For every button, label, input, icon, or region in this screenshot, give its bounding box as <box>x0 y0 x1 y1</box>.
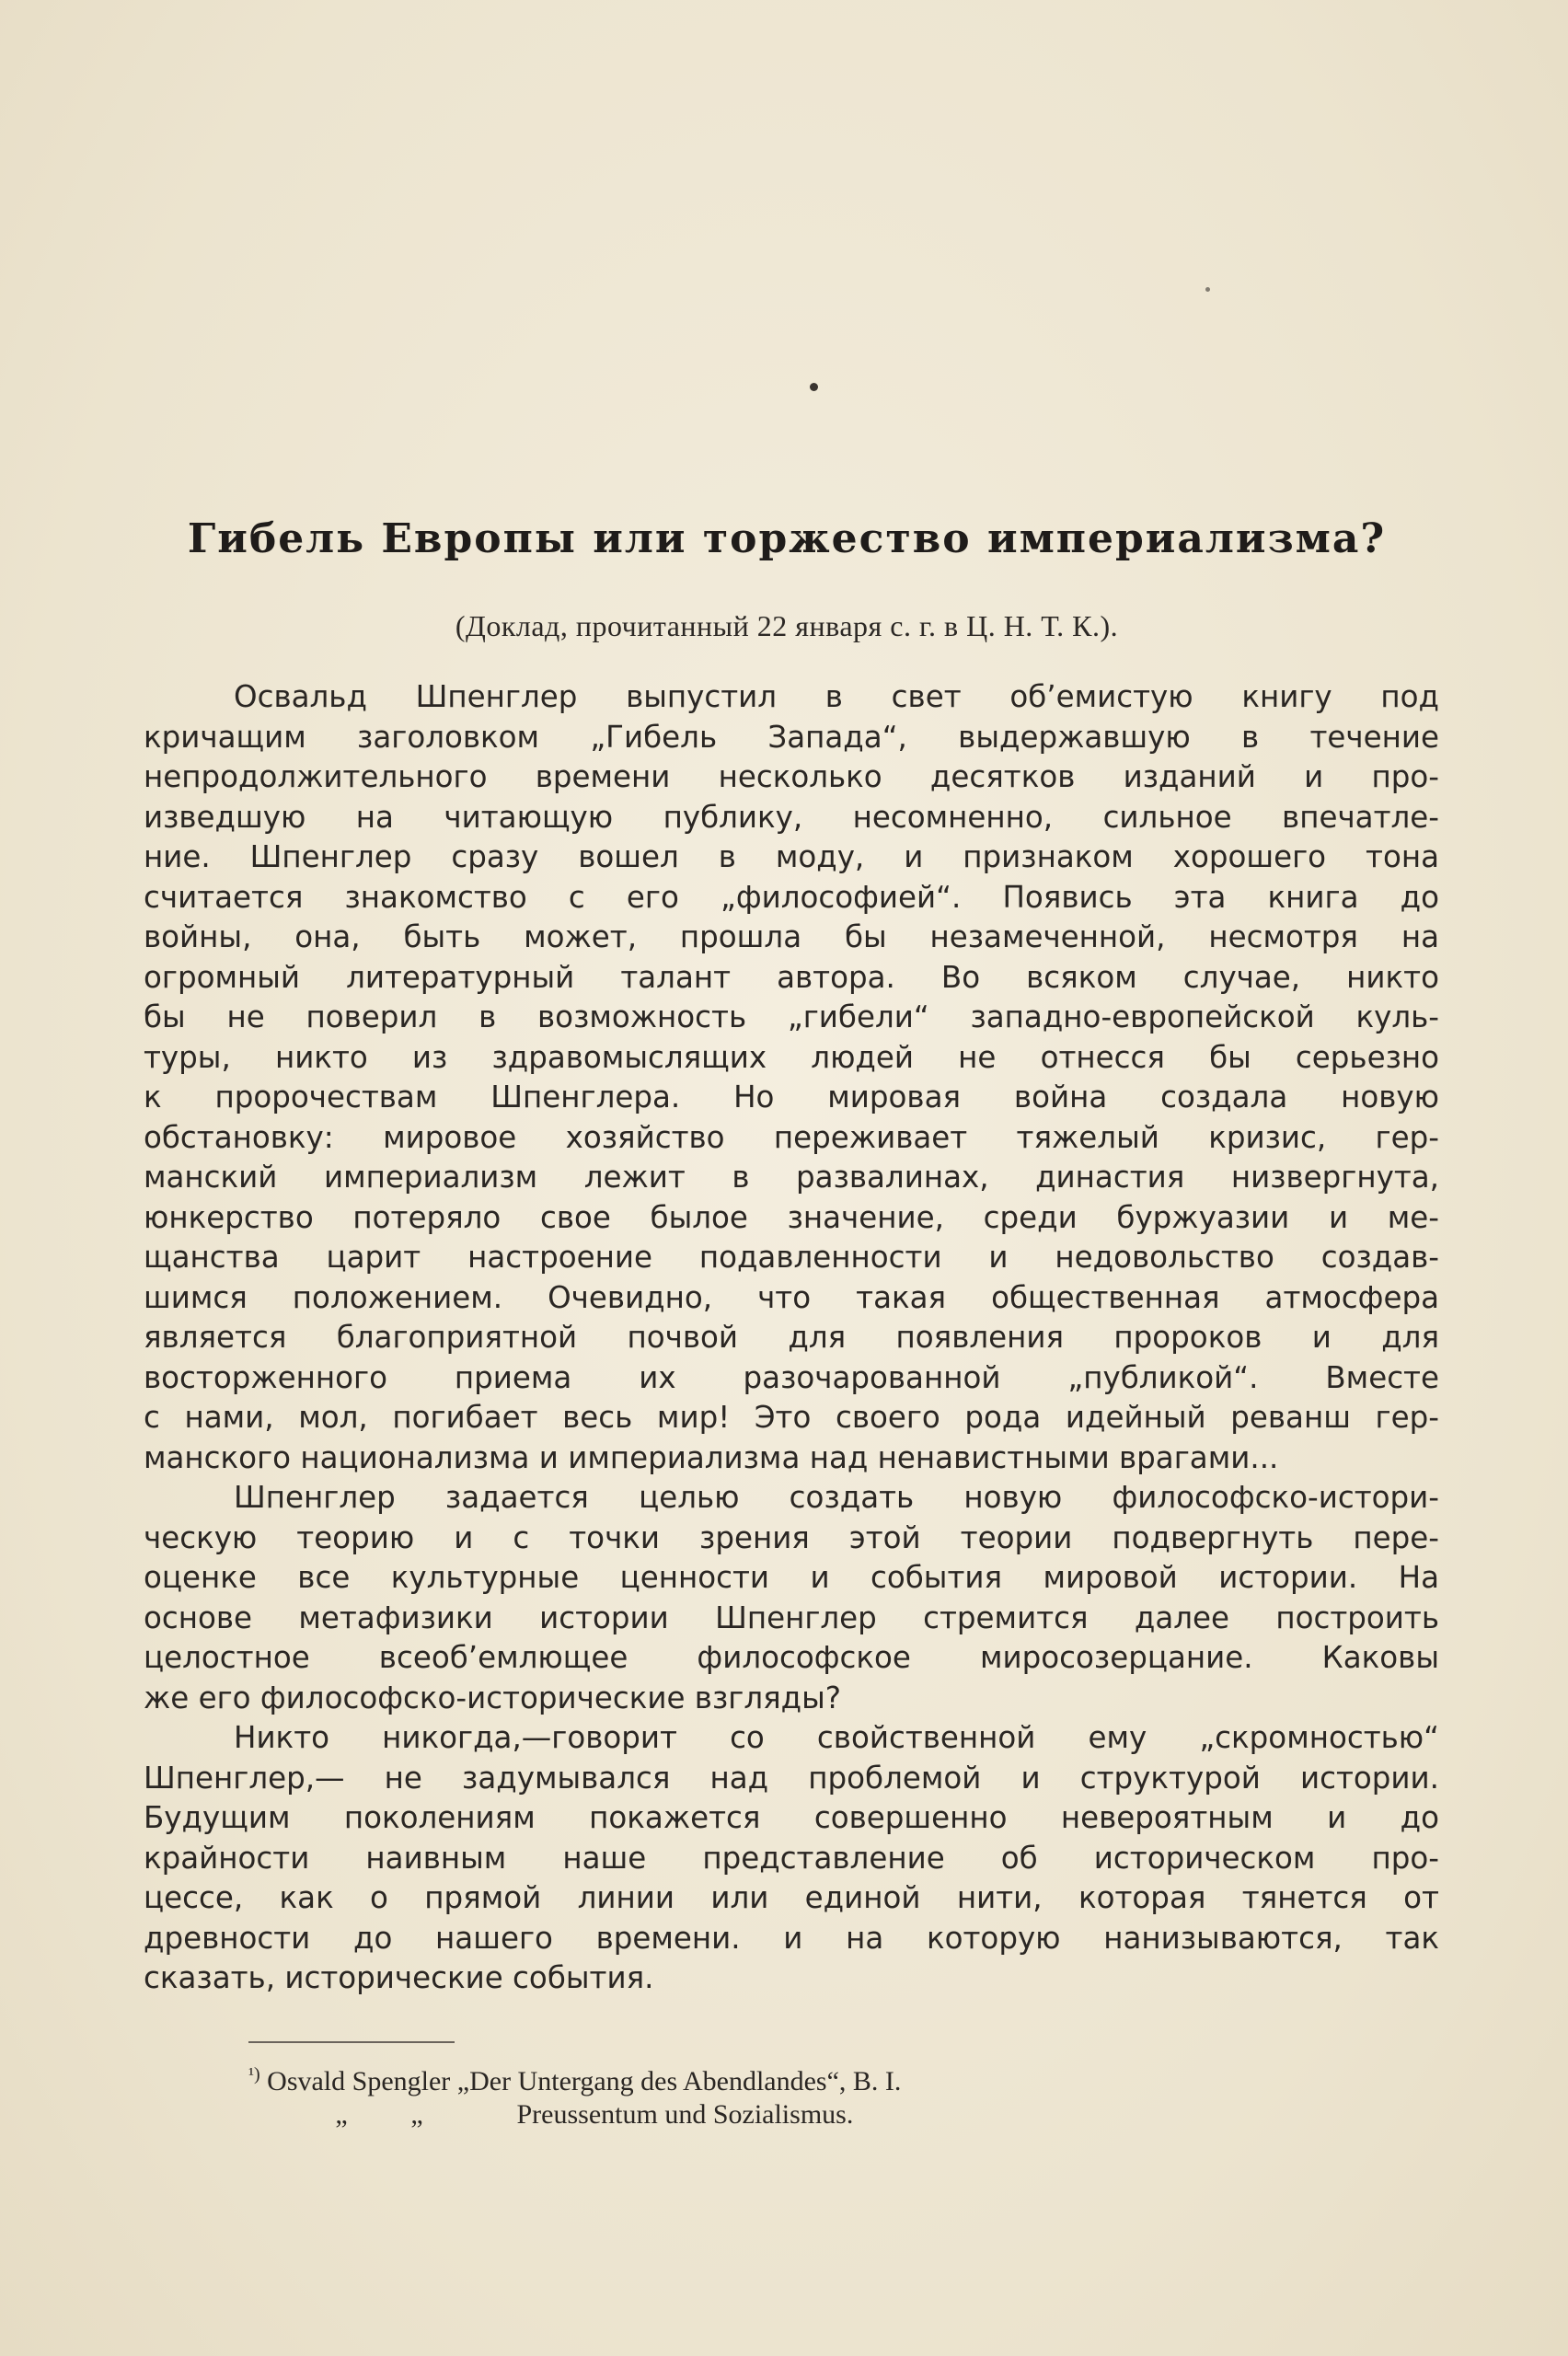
footnote-text: Osvald Spengler „Der Untergang des Abendlandes“, B. I. <box>267 2066 902 2096</box>
text-line: оценке все культурные ценности и события мировой истории. На <box>144 1560 1439 1595</box>
text-line: основе метафизики истории Шпенглер стремится далее построить <box>144 1600 1439 1635</box>
text-line: Шпенглер задается целью создать новую философско-истори- <box>234 1480 1439 1515</box>
text-line: Будущим поколениям покажется совершенно невероятным и до <box>144 1800 1439 1835</box>
text-line: к пророчествам Шпенглера. Но мировая война создала новую <box>144 1080 1439 1114</box>
article-subtitle: (Доклад, прочитанный 22 января с. г. в Ц. Н. Т. К.). <box>455 609 1119 642</box>
paragraph <box>144 677 1439 1478</box>
ink-speck <box>810 383 818 391</box>
text-line: сказать, исторические события. <box>144 1960 654 1995</box>
text-line: древности до нашего времени. и на которую нанизываются, так <box>144 1920 1439 1956</box>
text-line: кричащим заголовком „Гибель Запада“, выдержавшую в течение <box>144 719 1439 755</box>
ditto-mark: „ <box>410 2099 423 2130</box>
text-line: щанства царит настроение подавленности и недовольство создав- <box>144 1240 1439 1275</box>
footnote-marker: ¹) <box>248 2064 260 2085</box>
footnote-separator <box>248 2041 455 2043</box>
footnote-1 <box>248 2054 1261 2095</box>
text-line: огромный литературный талант автора. Во всяком случае, никто <box>144 959 1439 995</box>
text-line: цессе, как о прямой линии или единой нити, которая тянется от <box>144 1880 1439 1915</box>
text-line: считается знакомство с его „философией“. Появись эта книга до <box>144 879 1439 915</box>
text-line: крайности наивным наше представление об историческом про- <box>144 1840 1439 1876</box>
paragraph <box>144 1718 1439 1999</box>
text-line: обстановку: мировое хозяйство переживает тяжелый кризис, гер- <box>144 1119 1439 1155</box>
text-line: с нами, мол, погибает весь мир! Это своего рода идейный реванш гер- <box>144 1400 1439 1435</box>
text-line: непродолжительного времени несколько десятков изданий и про- <box>144 759 1439 794</box>
text-line: шимся положением. Очевидно, что такая общественная атмосфера <box>144 1279 1439 1315</box>
text-line: восторженного приема их разочарованной „публикой“. Вместе <box>144 1359 1439 1395</box>
ditto-mark: „ <box>335 2099 348 2130</box>
text-line: является благоприятной почвой для появления пророков и для <box>144 1320 1439 1355</box>
text-line: ческую теорию и с точки зрения этой теории подвергнуть пере- <box>144 1519 1439 1555</box>
text-line: изведшую на читающую публику, несомненно, сильное впечатле- <box>144 799 1439 835</box>
text-line: Никто никогда,—говорит со свойственной ему „скромностью“ <box>234 1720 1439 1755</box>
footnotes <box>248 2054 1261 2135</box>
text-line: Освальд Шпенглер выпустил в свет об’емистую книгу под <box>234 679 1439 714</box>
footnote-2 <box>248 2095 1261 2135</box>
text-line: Шпенглер,— не задумывался над проблемой и структурой истории. <box>144 1760 1439 1796</box>
ink-speck <box>1205 287 1210 292</box>
text-line: манский империализм лежит в развалинах, династия низвергнута, <box>144 1160 1439 1195</box>
article-body <box>144 677 1439 1999</box>
text-line: туры, никто из здравомыслящих людей не отнесся бы серьезно <box>144 1039 1439 1075</box>
text-line: же его философско-исторические взгляды? <box>144 1680 842 1715</box>
text-line: целостное всеоб’емлющее философское миросозерцание. Каковы <box>144 1640 1439 1675</box>
paragraph <box>144 1478 1439 1718</box>
text-line: бы не поверил в возможность „гибели“ западно-европейской куль- <box>144 999 1439 1034</box>
text-line: войны, она, быть может, прошла бы незамеченной, несмотря на <box>144 919 1439 954</box>
text-line: юнкерство потеряло свое былое значение, среди буржуазии и ме- <box>144 1199 1439 1235</box>
footnote-text: Preussentum und Sozialismus. <box>516 2099 854 2130</box>
text-line: манского национализма и империализма над ненавистными врагами... <box>144 1439 1279 1475</box>
text-line: ние. Шпенглер сразу вошел в моду, и признаком хорошего тона <box>144 839 1439 874</box>
article-title: Гибель Европы или торжество империализма? <box>187 515 1387 562</box>
